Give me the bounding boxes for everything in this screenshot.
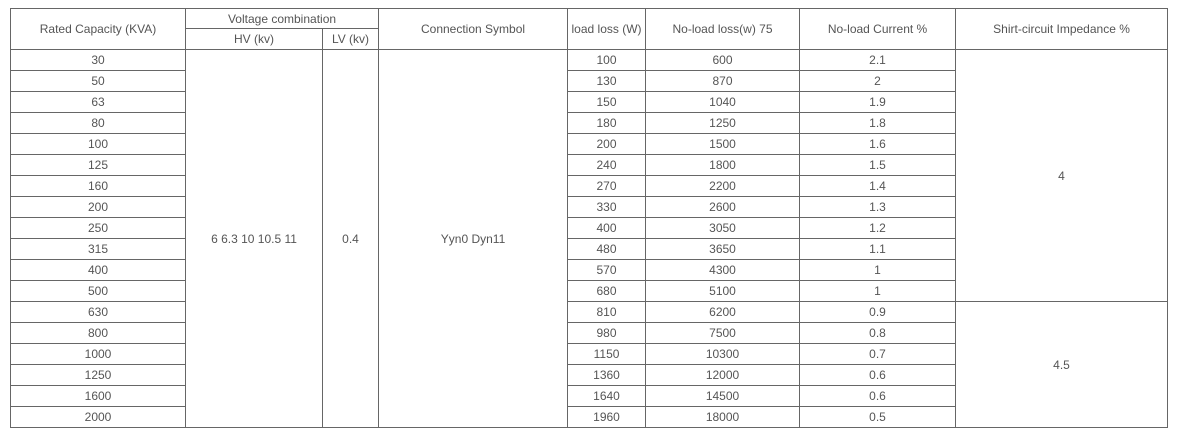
cell-load-loss: 330 (568, 197, 646, 218)
cell-no-load-loss: 870 (646, 71, 800, 92)
cell-no-load-current: 1.2 (800, 218, 956, 239)
cell-load-loss: 1640 (568, 386, 646, 407)
header-no-load-loss: No-load loss(w) 75 (646, 9, 800, 50)
cell-load-loss: 1360 (568, 365, 646, 386)
cell-rated-capacity: 800 (11, 323, 186, 344)
cell-rated-capacity: 1250 (11, 365, 186, 386)
cell-no-load-loss: 1250 (646, 113, 800, 134)
header-voltage-combination: Voltage combination (186, 9, 379, 29)
cell-load-loss: 100 (568, 50, 646, 71)
header-impedance: Shirt-circuit Impedance % (956, 9, 1168, 50)
transformer-spec-table (10, 8, 1168, 428)
cell-rated-capacity: 100 (11, 134, 186, 155)
cell-no-load-current: 1.6 (800, 134, 956, 155)
header-no-load-current: No-load Current % (800, 9, 956, 50)
cell-lv: 0.4 (323, 50, 379, 428)
cell-no-load-current: 1.4 (800, 176, 956, 197)
cell-no-load-loss: 1500 (646, 134, 800, 155)
cell-no-load-loss: 5100 (646, 281, 800, 302)
cell-load-loss: 400 (568, 218, 646, 239)
cell-load-loss: 680 (568, 281, 646, 302)
cell-no-load-loss: 12000 (646, 365, 800, 386)
cell-no-load-loss: 10300 (646, 344, 800, 365)
cell-no-load-current: 1.5 (800, 155, 956, 176)
cell-no-load-current: 0.5 (800, 407, 956, 428)
cell-rated-capacity: 125 (11, 155, 186, 176)
cell-rated-capacity: 1000 (11, 344, 186, 365)
cell-connection-symbol: Yyn0 Dyn11 (379, 50, 568, 428)
cell-no-load-current: 1.8 (800, 113, 956, 134)
table-row (11, 50, 1168, 71)
cell-rated-capacity: 63 (11, 92, 186, 113)
table-body (11, 50, 1168, 428)
cell-no-load-loss: 2600 (646, 197, 800, 218)
cell-impedance-group-2: 4.5 (956, 302, 1168, 428)
cell-load-loss: 480 (568, 239, 646, 260)
cell-no-load-current: 1.3 (800, 197, 956, 218)
cell-no-load-loss: 1040 (646, 92, 800, 113)
cell-impedance-group-1: 4 (956, 50, 1168, 302)
cell-no-load-current: 2.1 (800, 50, 956, 71)
header-rated-capacity: Rated Capacity (KVA) (11, 9, 186, 50)
header-connection-symbol: Connection Symbol (379, 9, 568, 50)
cell-no-load-loss: 2200 (646, 176, 800, 197)
cell-rated-capacity: 50 (11, 71, 186, 92)
cell-rated-capacity: 250 (11, 218, 186, 239)
cell-load-loss: 1960 (568, 407, 646, 428)
cell-rated-capacity: 400 (11, 260, 186, 281)
cell-load-loss: 810 (568, 302, 646, 323)
header-lv: LV (kv) (323, 29, 379, 50)
cell-load-loss: 1150 (568, 344, 646, 365)
cell-rated-capacity: 1600 (11, 386, 186, 407)
cell-no-load-loss: 14500 (646, 386, 800, 407)
cell-load-loss: 240 (568, 155, 646, 176)
cell-load-loss: 980 (568, 323, 646, 344)
cell-no-load-current: 0.7 (800, 344, 956, 365)
table-row (11, 302, 1168, 323)
cell-no-load-current: 0.8 (800, 323, 956, 344)
header-load-loss: load loss (W) (568, 9, 646, 50)
cell-load-loss: 200 (568, 134, 646, 155)
cell-no-load-loss: 3050 (646, 218, 800, 239)
cell-rated-capacity: 200 (11, 197, 186, 218)
cell-rated-capacity: 80 (11, 113, 186, 134)
cell-no-load-current: 1 (800, 281, 956, 302)
cell-load-loss: 180 (568, 113, 646, 134)
cell-no-load-loss: 1800 (646, 155, 800, 176)
cell-hv: 6 6.3 10 10.5 11 (186, 50, 323, 428)
table-header (11, 9, 1168, 50)
cell-no-load-current: 1.1 (800, 239, 956, 260)
cell-load-loss: 270 (568, 176, 646, 197)
cell-rated-capacity: 630 (11, 302, 186, 323)
cell-load-loss: 150 (568, 92, 646, 113)
cell-rated-capacity: 30 (11, 50, 186, 71)
cell-no-load-loss: 6200 (646, 302, 800, 323)
cell-no-load-current: 1 (800, 260, 956, 281)
cell-no-load-loss: 4300 (646, 260, 800, 281)
cell-no-load-loss: 3650 (646, 239, 800, 260)
cell-load-loss: 570 (568, 260, 646, 281)
cell-rated-capacity: 2000 (11, 407, 186, 428)
cell-no-load-current: 0.6 (800, 386, 956, 407)
cell-no-load-current: 0.9 (800, 302, 956, 323)
cell-load-loss: 130 (568, 71, 646, 92)
cell-no-load-current: 0.6 (800, 365, 956, 386)
cell-rated-capacity: 160 (11, 176, 186, 197)
header-hv: HV (kv) (186, 29, 323, 50)
cell-no-load-loss: 7500 (646, 323, 800, 344)
cell-no-load-current: 1.9 (800, 92, 956, 113)
cell-no-load-loss: 600 (646, 50, 800, 71)
cell-no-load-current: 2 (800, 71, 956, 92)
cell-no-load-loss: 18000 (646, 407, 800, 428)
cell-rated-capacity: 500 (11, 281, 186, 302)
cell-rated-capacity: 315 (11, 239, 186, 260)
